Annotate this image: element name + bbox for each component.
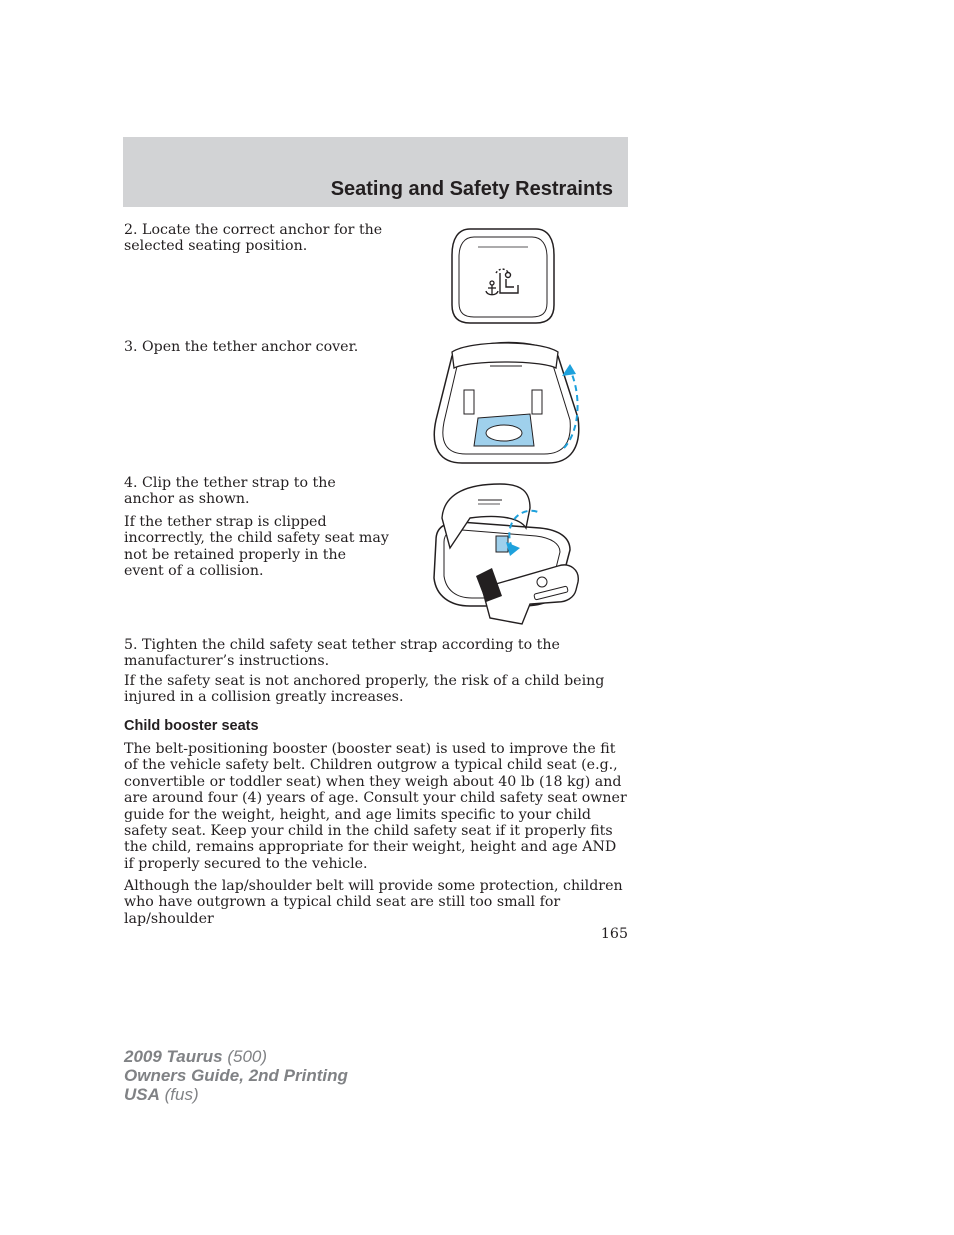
footer-model: 2009 Taurus — [124, 1047, 223, 1066]
booster-paragraph-2: Although the lap/shoulder belt will provide some protection, children who have outgrown a typical child seat are still too small for lap/shoulder — [124, 878, 623, 927]
step-4-text: 4. Clip the tether strap to the anchor as shown. — [124, 475, 336, 508]
footer-market: USA — [124, 1085, 160, 1104]
anchor-cover-closed-illustration — [448, 225, 558, 327]
footer-model-code: (500) — [227, 1047, 268, 1066]
section-title: Seating and Safety Restraints — [330, 178, 613, 200]
section-header-band — [123, 137, 628, 207]
page-number: 165 — [600, 926, 628, 942]
tether-clip-illustration — [430, 478, 600, 628]
step-5-text: 5. Tighten the child safety seat tether strap according to the manufacturer’s instructions. — [124, 637, 560, 670]
step-4-warning: If the tether strap is clipped incorrectly, the child safety seat may not be retained properly in the event of a collision. — [124, 514, 389, 580]
step-3-text: 3. Open the tether anchor cover. — [124, 339, 359, 355]
booster-heading: Child booster seats — [124, 718, 259, 734]
anchor-cover-open-illustration — [430, 338, 590, 468]
document-footer — [124, 1047, 348, 1104]
step-2-text: 2. Locate the correct anchor for the selected seating position. — [124, 222, 383, 255]
step-5-warning: If the safety seat is not anchored properly, the risk of a child being injured in a collision greatly increases. — [124, 673, 605, 706]
footer-market-code: (fus) — [164, 1085, 199, 1104]
footer-edition: Owners Guide, 2nd Printing — [124, 1066, 348, 1085]
booster-paragraph-1: The belt-positioning booster (booster seat) is used to improve the fit of the vehicle safety belt. Children outgrow a typical child seat (e.g., convertible or toddler seat) when they weigh about 40 lb (18 kg) and are around four (4) years of age. Consult your child safety seat owner guide for the weight, height, and age limits specific to your child safety seat. Keep your child in the child safety seat if it properly fits the child, remains appropriate for their weight, height and age AND if properly secured to the vehicle. — [124, 741, 627, 872]
